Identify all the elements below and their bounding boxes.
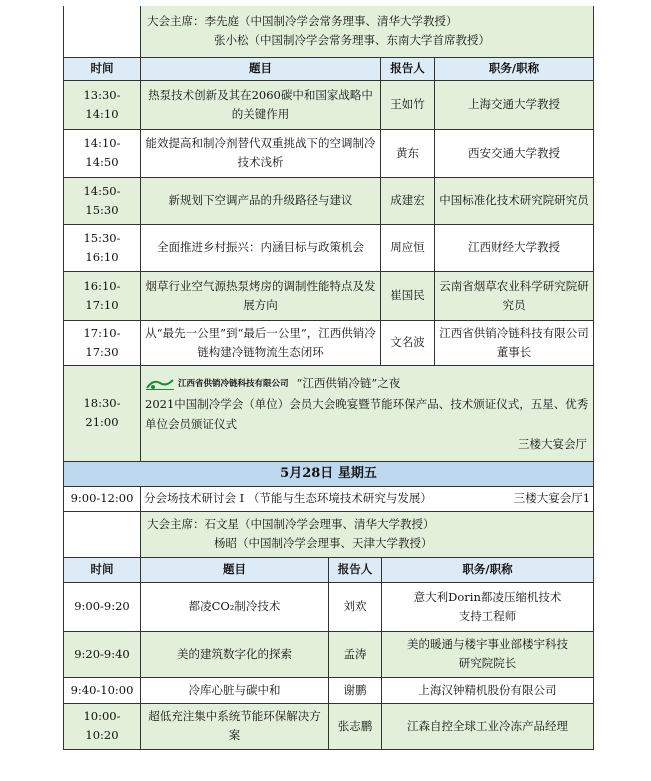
table-row [64, 631, 594, 677]
title-cell: 中国标准化技术研究院研究员 [435, 177, 594, 224]
time-cell: 13:30-14:10 [64, 80, 141, 129]
header-title: 职务/职称 [435, 57, 594, 80]
title-cell: 江西省供销冷链科技有限公司董事长 [435, 320, 594, 365]
title-cell: 美的暖通与楼宇事业部楼宇科技研究院院长 [382, 631, 594, 677]
session-row [64, 486, 594, 511]
chairs-cell [141, 511, 594, 557]
time-cell: 9:00-9:20 [64, 582, 141, 631]
time-cell: 9:40-10:00 [64, 677, 141, 703]
topic-cell: 新规划下空调产品的升级路径与建议 [141, 177, 381, 224]
chairs-label: 大会主席： [147, 14, 205, 29]
table-row [64, 80, 594, 129]
table-row [64, 129, 594, 177]
time-cell: 9:20-9:40 [64, 631, 141, 677]
session-cell [141, 486, 594, 511]
speaker-cell: 崔国民 [381, 271, 435, 320]
topic-cell: 超低充注集中系统节能环保解决方案 [141, 703, 329, 749]
table-row [64, 582, 594, 631]
title-cell: 江西财经大学教授 [435, 224, 594, 271]
speaker-cell: 谢鹏 [329, 677, 382, 703]
day-row [64, 461, 594, 486]
title-cell: 上海交通大学教授 [435, 80, 594, 129]
logo-mark-icon [145, 377, 175, 390]
title-cell: 上海汉钟精机股份有限公司 [382, 677, 594, 703]
speaker-cell: 刘欢 [329, 582, 382, 631]
dinner-venue: 三楼大宴会厅 [518, 436, 588, 451]
chair-2: 张小松（中国制冷学会常务理事、东南大学首席教授） [214, 33, 490, 48]
speaker-cell: 黄东 [381, 129, 435, 177]
header-time: 时间 [64, 557, 141, 582]
topic-cell: 从“最先一公里”到“最后一公里”，江西供销冷链构建冷链物流生态闭环 [141, 320, 381, 365]
speaker-cell: 张志鹏 [329, 703, 382, 749]
table-row [64, 177, 594, 224]
speaker-cell: 周应恒 [381, 224, 435, 271]
header-topic: 题目 [141, 57, 381, 80]
chair-1: 石文星（中国制冷学会理事、清华大学教授） [204, 517, 435, 531]
chairs-row [64, 511, 594, 557]
dinner-title: “江西供销冷链”之夜 [296, 375, 401, 390]
schedule-table-2 [63, 557, 594, 750]
dinner-row [64, 365, 594, 461]
topic-cell: 烟草行业空气源热泵烤房的调制性能特点及发展方向 [141, 271, 381, 320]
chair-1: 李先庭（中国制冷学会常务理事、清华大学教授） [204, 14, 458, 29]
time-cell: 9:00-12:00 [64, 486, 141, 511]
time-cell: 15:30-16:10 [64, 224, 141, 271]
dinner-desc: 2021中国制冷学会（单位）会员大会晚宴暨节能环保产品、技术颁证仪式，五星、优秀单位会员颁证仪式 [145, 396, 589, 431]
topic-cell: 热泵技术创新及其在2060碳中和国家战略中的关键作用 [141, 80, 381, 129]
header-time: 时间 [64, 57, 141, 80]
speaker-cell: 孟涛 [329, 631, 382, 677]
header-title: 职务/职称 [382, 557, 594, 582]
topic-cell: 美的建筑数字化的探索 [141, 631, 329, 677]
title-cell: 西安交通大学教授 [435, 129, 594, 177]
company-logo [145, 374, 289, 394]
dinner-cell [141, 365, 594, 461]
header-speaker: 报告人 [329, 557, 382, 582]
chair-2: 杨昭（中国制冷学会理事、天津大学教授） [214, 536, 433, 550]
header-topic: 题目 [141, 557, 329, 582]
title-cell: 意大利Dorin都凌压缩机技术支持工程师 [382, 582, 594, 631]
chairs-cell [141, 6, 594, 57]
chairs-label: 大会主席： [147, 517, 205, 531]
table-row [64, 271, 594, 320]
speaker-cell: 文名波 [381, 320, 435, 365]
speaker-cell: 成建宏 [381, 177, 435, 224]
time-cell: 14:50-15:30 [64, 177, 141, 224]
table-row [64, 703, 594, 749]
time-cell: 18:30-21:00 [64, 365, 141, 461]
schedule-table [63, 6, 594, 558]
topic-cell: 都凌CO₂制冷技术 [141, 582, 329, 631]
topic-cell: 全面推进乡村振兴：内涵目标与政策机会 [141, 224, 381, 271]
title-cell: 江森自控全球工业冷冻产品经理 [382, 703, 594, 749]
day-label: 5月28日 星期五 [64, 461, 594, 486]
chairs-row [64, 6, 594, 57]
time-cell: 16:10-17:10 [64, 271, 141, 320]
topic-cell: 能效提高和制冷剂替代双重挑战下的空调制冷技术浅析 [141, 129, 381, 177]
header-row [64, 57, 594, 80]
topic-cell: 冷库心脏与碳中和 [141, 677, 329, 703]
table-row [64, 320, 594, 365]
session-name: 分会场技术研讨会 I （节能与生态环境技术研究与发展） [144, 491, 432, 505]
time-cell: 14:10-14:50 [64, 129, 141, 177]
table-row [64, 677, 594, 703]
logo-text: 江西省供销冷链科技有限公司 [178, 378, 289, 389]
speaker-cell: 王如竹 [381, 80, 435, 129]
schedule-sheet [63, 6, 593, 750]
time-cell: 10:00-10:20 [64, 703, 141, 749]
time-cell: 17:10-17:30 [64, 320, 141, 365]
title-cell: 云南省烟草农业科学研究院研究员 [435, 271, 594, 320]
header-row [64, 557, 594, 582]
header-speaker: 报告人 [381, 57, 435, 80]
session-venue: 三楼大宴会厅1 [513, 491, 591, 505]
table-row [64, 224, 594, 271]
